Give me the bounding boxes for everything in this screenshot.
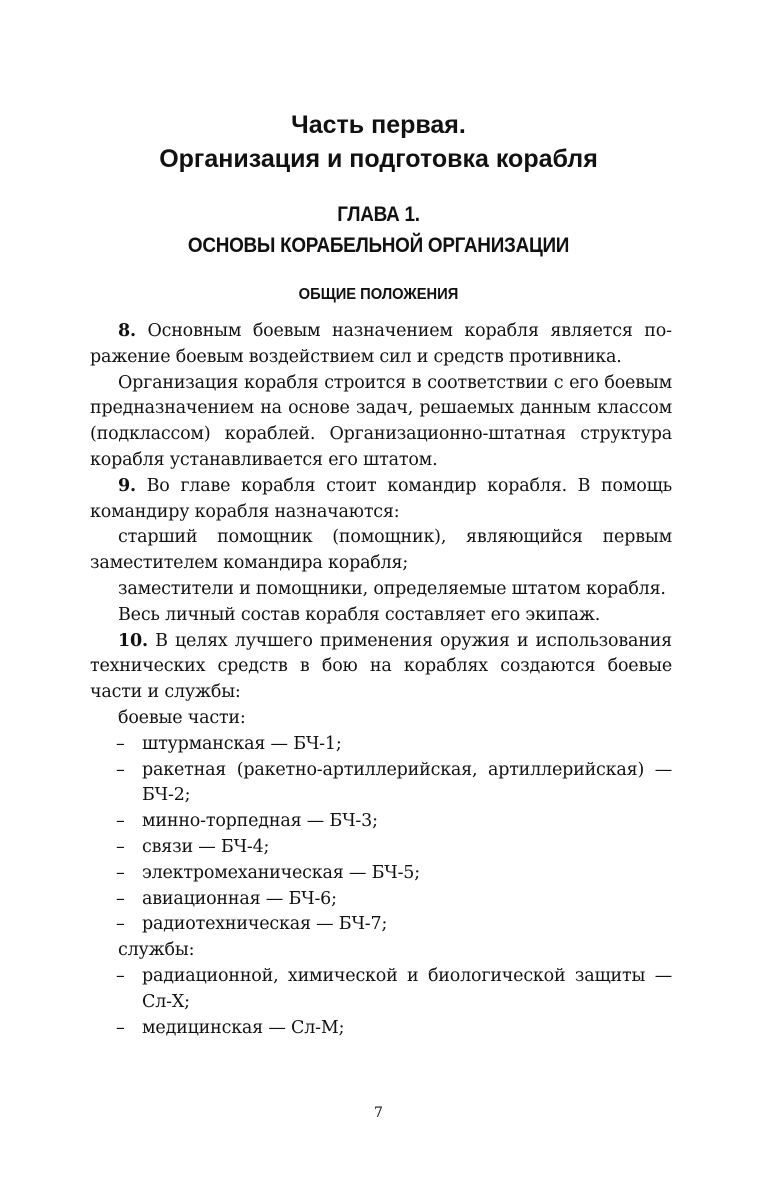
services-label: службы:: [118, 940, 195, 961]
chapter-title-line2: ОСНОВЫ КОРАБЕЛЬНОЙ ОРГАНИЗАЦИИ: [187, 234, 570, 257]
paragraph-text: В целях лучшего применения оружия и использования технических средств в бою на кораблях создаются боевые части и службы:: [90, 630, 672, 703]
paragraph-10: [90, 629, 672, 706]
part-title-line1: Часть первая.: [291, 111, 466, 139]
section-title: ОБЩИЕ ПОЛОЖЕНИЯ: [298, 286, 459, 303]
list-item-text: штурманская — БЧ-1;: [142, 733, 342, 754]
dash-marker: –: [116, 759, 125, 780]
list-item: [90, 732, 672, 758]
dash-marker: –: [116, 862, 125, 883]
combat-units-list: [90, 732, 672, 938]
services-list: [90, 964, 672, 1041]
paragraph-8-continued: Организация корабля строится в соответствии с его боевым предназначением на основе задач, решаемых данным классом (подклассом) кораблей. Организационно-штатная структура корабля устанавливается его штатом.: [90, 372, 672, 470]
dash-marker: –: [116, 1017, 125, 1038]
paragraph-8: [90, 319, 672, 371]
body-text: [90, 319, 672, 1041]
dash-marker: –: [116, 733, 125, 754]
assistant-item-2: заместители и помощники, определяемые штатом корабля.: [118, 578, 666, 599]
paragraph-number: 10.: [118, 630, 148, 651]
list-item: [90, 912, 672, 938]
part-title-line2: Организация и подготовка корабля: [159, 145, 598, 173]
crew-sentence: Весь личный состав корабля составляет его экипаж.: [118, 604, 601, 625]
list-item: [90, 964, 672, 1016]
list-item-text: электромеханическая — БЧ-5;: [142, 862, 420, 883]
dash-marker: –: [116, 836, 125, 857]
chapter-title-line1: ГЛАВА 1.: [337, 203, 420, 226]
list-item-text: радиотехническая — БЧ-7;: [142, 914, 388, 935]
page-number: 7: [374, 1105, 383, 1121]
paragraph-number: 8.: [118, 321, 136, 341]
part-title: [0, 108, 757, 176]
list-item-text: медицинская — Сл-М;: [142, 1017, 345, 1038]
paragraph-text: Основным боевым назначением корабля является поражение боевым воздействием сил и средств противника.: [90, 321, 672, 367]
list-item: [90, 835, 672, 861]
list-item: [90, 1016, 672, 1042]
list-item-text: минно-торпедная — БЧ-3;: [142, 811, 378, 832]
list-item: [90, 758, 672, 810]
list-item-text: радиационной, химической и биологической защиты — Сл-Х;: [142, 965, 672, 1012]
list-item-text: ракетная (ракетно-артиллерийская, артиллерийская) — БЧ-2;: [142, 759, 672, 806]
list-item-text: связи — БЧ-4;: [142, 836, 270, 857]
combat-units-label: боевые части:: [118, 707, 246, 728]
dash-marker: –: [116, 914, 125, 935]
list-item: [90, 809, 672, 835]
dash-marker: –: [116, 811, 125, 832]
chapter-title: [38, 199, 719, 261]
assistant-item-1: старший помощник (помощник), являющийся первым заместителем командира корабля;: [90, 527, 672, 574]
paragraph-text: Во главе корабля стоит командир корабля. В помощь командиру корабля назначаются:: [90, 475, 672, 522]
list-item: [90, 887, 672, 913]
list-item: [90, 861, 672, 887]
dash-marker: –: [116, 965, 125, 986]
paragraph-number: 9.: [118, 475, 136, 496]
dash-marker: –: [116, 888, 125, 909]
list-item-text: авиационная — БЧ-6;: [142, 888, 337, 909]
paragraph-9: [90, 474, 672, 526]
